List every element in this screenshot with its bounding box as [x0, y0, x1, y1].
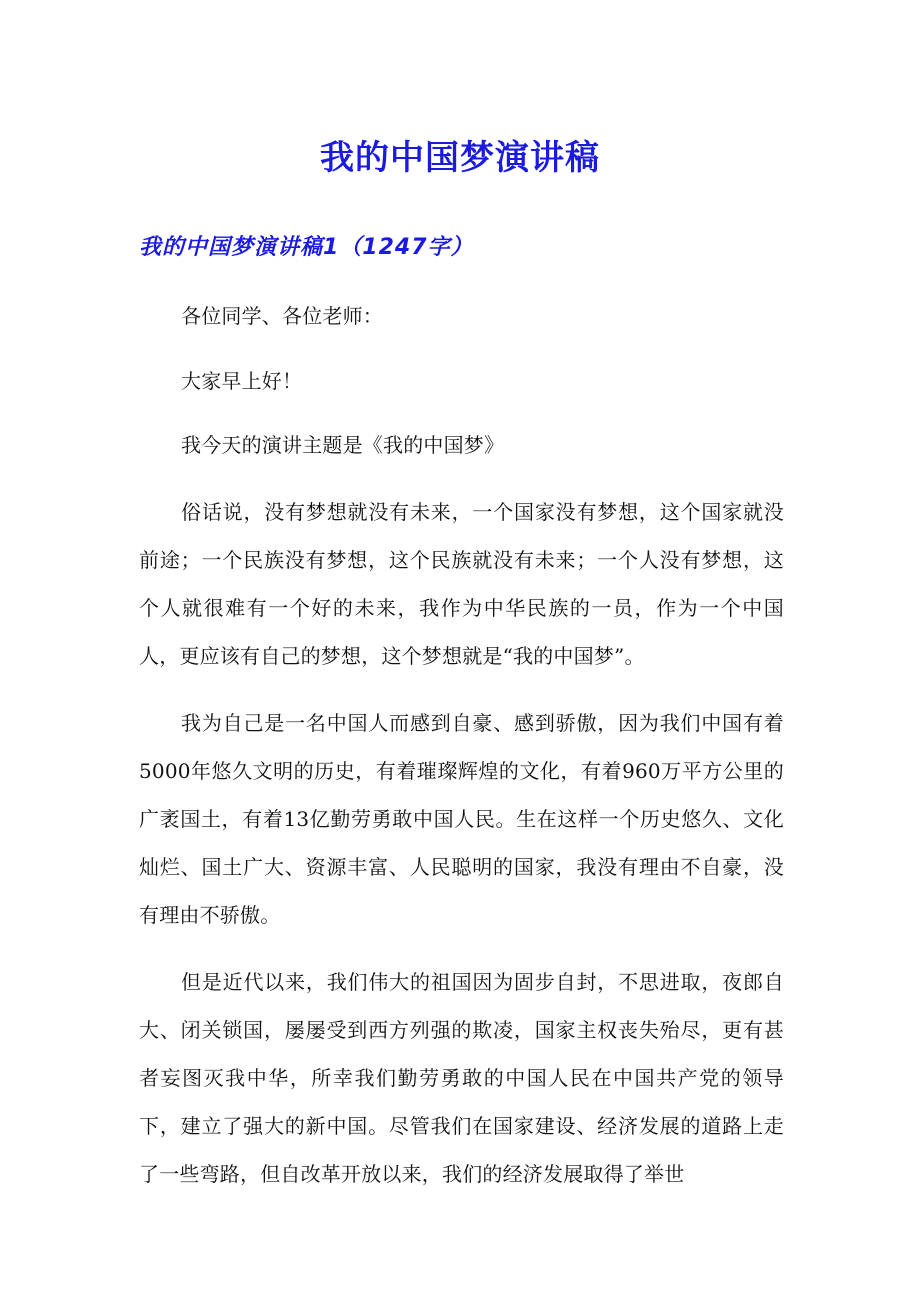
paragraph-dream-intro: 俗话说，没有梦想就没有未来，一个国家没有梦想，这个国家就没前途；一个民族没有梦想，这个民族就没有未来；一个人没有梦想，这个人就很难有一个好的未来，我作为中华民族的一员，作为一个中国人，更应该有自己的梦想，这个梦想就是“我的中国梦”。 — [139, 500, 784, 668]
paragraph-history: 但是近代以来，我们伟大的祖国因为固步自封，不思进取，夜郎自大、闭关锁国，屡屡受到西方列强的欺凌，国家主权丧失殆尽，更有甚者妄图灭我中华，所幸我们勤劳勇敢的中国人民在中国共产党的领导下，建立了强大的新中国。尽管我们在国家建设、经济发展的道路上走了一些弯路，但自改革开放以来，我们的经济发展取得了举世 — [139, 970, 784, 1186]
paragraph-topic: 我今天的演讲主题是《我的中国梦》 — [181, 433, 505, 457]
document-title: 我的中国梦演讲稿 — [320, 138, 600, 178]
section-heading: 我的中国梦演讲稿1（1247字） — [139, 235, 474, 260]
paragraph-greeting: 各位同学、各位老师： — [181, 304, 383, 328]
paragraph-hello: 大家早上好！ — [181, 369, 303, 393]
paragraph-pride: 我为自己是一名中国人而感到自豪、感到骄傲，因为我们中国有着5000年悠久文明的历史，有着璀璨辉煌的文化，有着960万平方公里的广袤国土，有着13亿勤劳勇敢中国人民。生在这样一个历史悠久、文化灿烂、国土广大、资源丰富、人民聪明的国家，我没有理由不自豪，没有理由不骄傲。 — [139, 711, 784, 927]
